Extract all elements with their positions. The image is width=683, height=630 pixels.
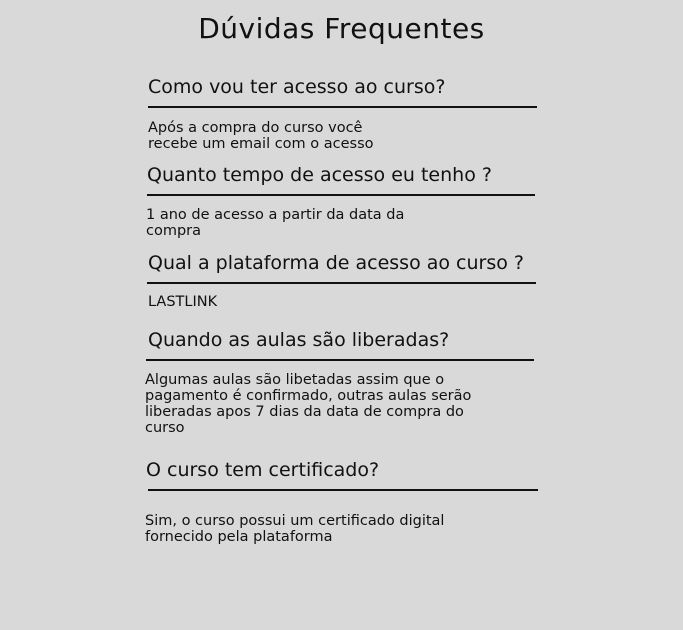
faq-question-5[interactable]	[146, 457, 566, 491]
faq-answer-5	[145, 513, 565, 545]
faq-question-2[interactable]	[147, 162, 567, 196]
faq-answer-3	[148, 294, 568, 310]
question-text: O curso tem certificado?	[146, 459, 380, 481]
answer-text: Sim, o curso possui um certificado digital fornecido pela plataforma	[145, 513, 445, 545]
question-text: Qual a plataforma de acesso ao curso ?	[148, 252, 524, 274]
page-title: Dúvidas Frequentes	[198, 12, 485, 45]
answer-text: Após a compra do curso você recebe um email com o acesso	[148, 120, 374, 152]
faq-answer-1	[148, 120, 568, 152]
question-text: Como vou ter acesso ao curso?	[148, 76, 446, 98]
answer-text: LASTLINK	[148, 294, 218, 310]
question-divider	[147, 282, 536, 284]
question-divider	[148, 489, 538, 491]
answer-text: 1 ano de acesso a partir da data da compra	[146, 207, 405, 239]
faq-answer-4	[145, 372, 565, 436]
faq-question-1[interactable]	[148, 74, 568, 108]
question-text: Quando as aulas são liberadas?	[148, 329, 450, 351]
answer-text: Algumas aulas são libetadas assim que o pagamento é confirmado, outras aulas serão liberadas apos 7 dias da data de compra do curso	[145, 372, 472, 436]
question-divider	[146, 359, 534, 361]
question-divider	[148, 106, 537, 108]
faq-question-3[interactable]	[148, 250, 568, 284]
faq-question-4[interactable]	[148, 327, 568, 361]
question-text: Quanto tempo de acesso eu tenho ?	[147, 164, 492, 186]
question-divider	[147, 194, 535, 196]
faq-answer-2	[146, 207, 566, 239]
